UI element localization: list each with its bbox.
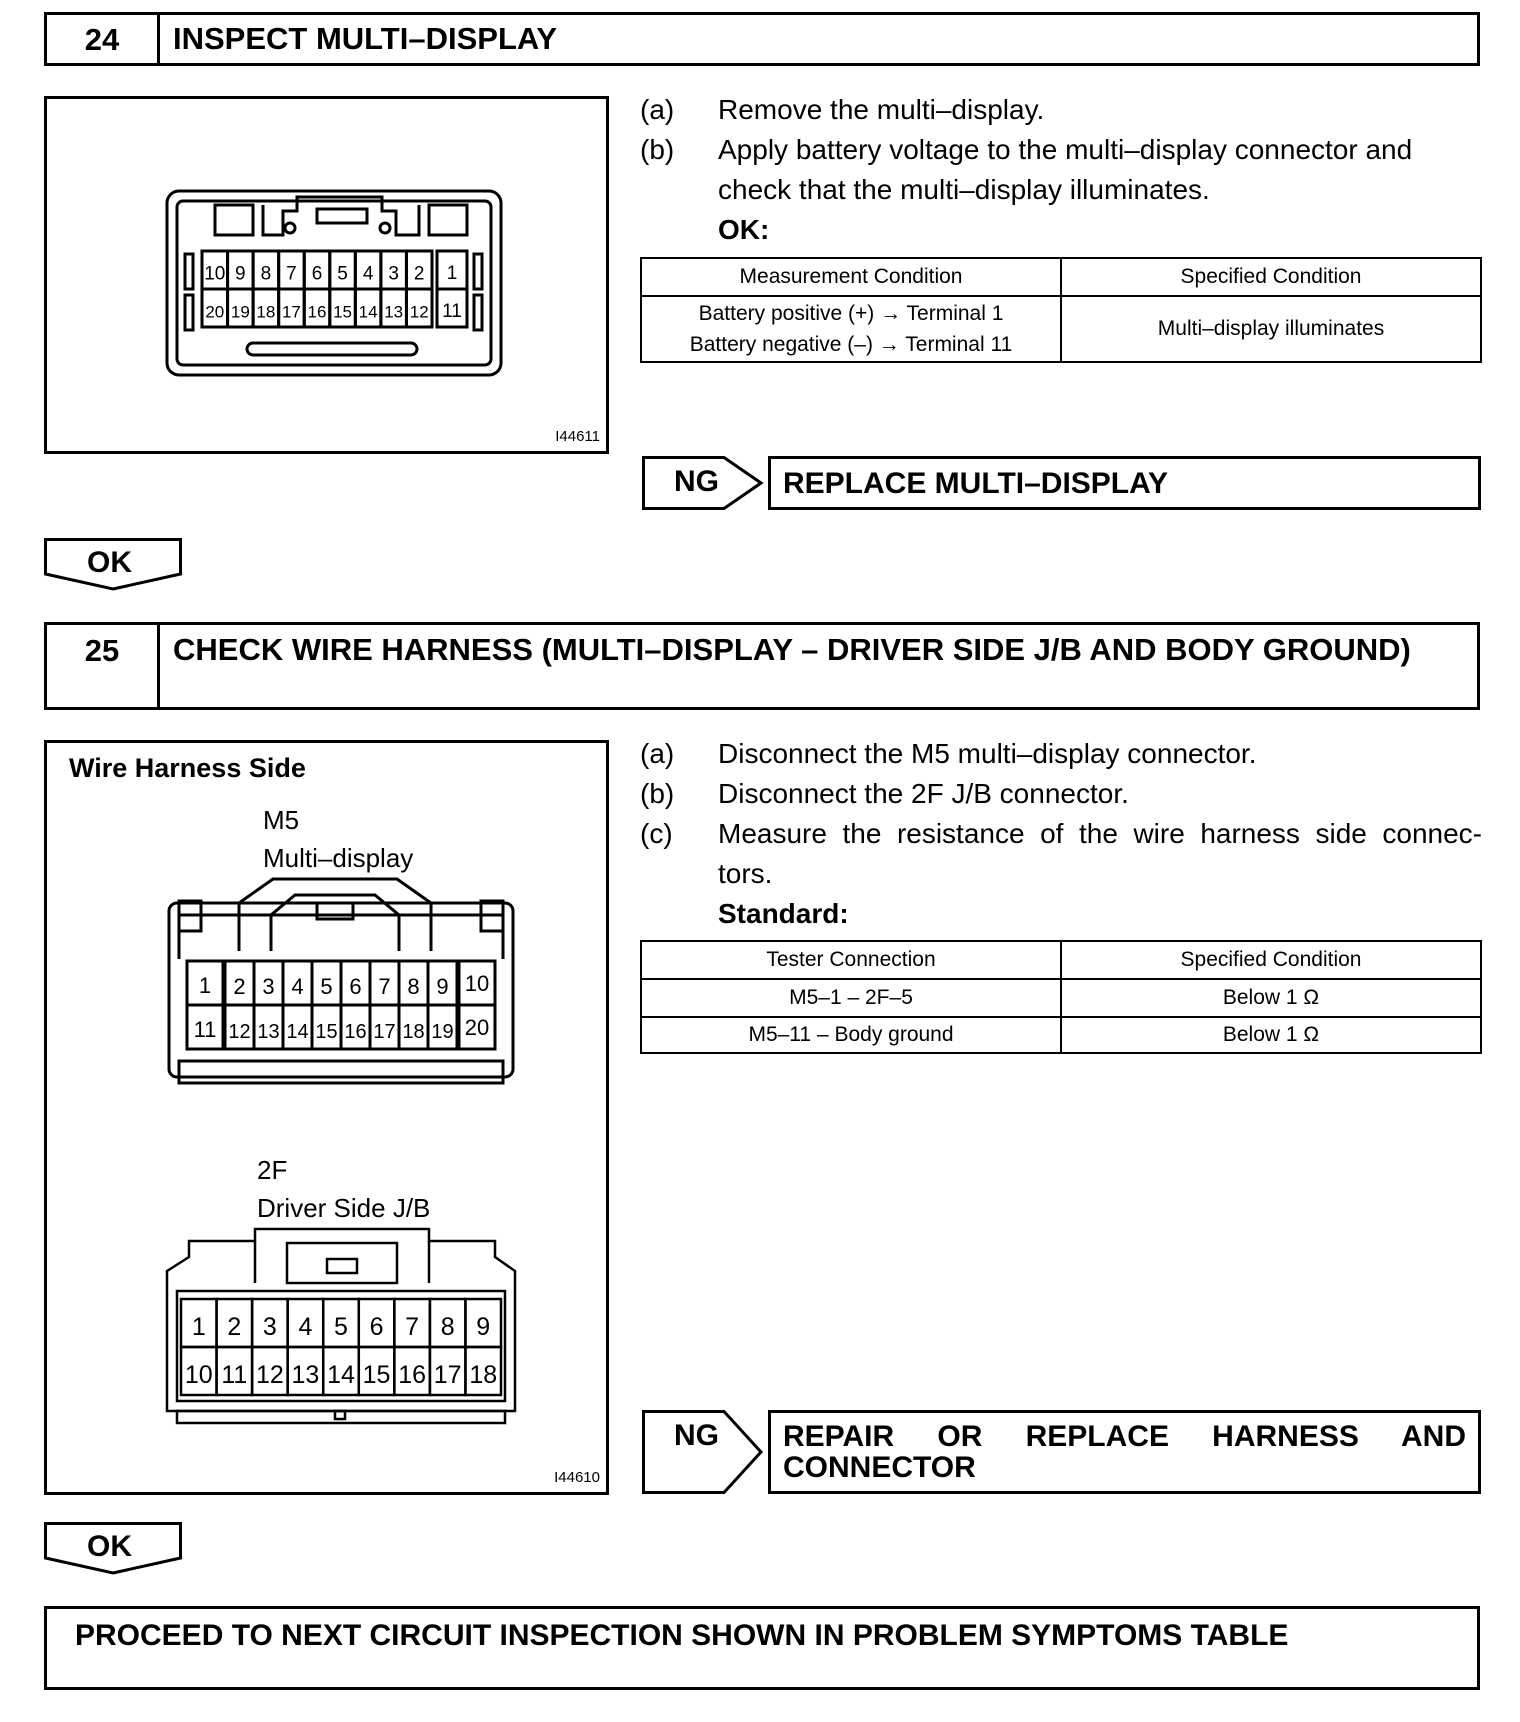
pin-number: 12	[228, 1021, 251, 1043]
pin-number: 17	[433, 1361, 462, 1389]
table-header: Specified Condition	[1061, 258, 1481, 296]
final-instruction-text: PROCEED TO NEXT CIRCUIT INSPECTION SHOWN IN PROBLEM SYMPTOMS TABLE	[75, 1619, 1289, 1652]
step-24-ng-action: REPLACE MULTI–DISPLAY	[768, 456, 1481, 510]
instruction-label: (a)	[640, 94, 675, 125]
pin-number: 16	[344, 1021, 367, 1043]
pin-number: 7	[378, 974, 391, 999]
pin-number: 6	[311, 263, 323, 285]
pin-number: 19	[230, 302, 250, 322]
condition-line: Battery negative (–) → Terminal 11	[689, 333, 1013, 356]
jb-connector-code: 2F	[257, 1155, 288, 1185]
step-25-ng-button[interactable]	[642, 1410, 764, 1494]
table-header: Specified Condition	[1061, 941, 1481, 979]
pin-number: 1	[446, 263, 458, 284]
pin-number: 9	[235, 263, 246, 285]
pin-number: 14	[327, 1361, 355, 1389]
side-rib	[185, 295, 193, 330]
guide-hole	[285, 223, 295, 233]
step-24-ng-button[interactable]	[642, 456, 764, 510]
pin-number: 13	[257, 1021, 280, 1043]
pin-number: 18	[469, 1361, 498, 1389]
instruction-text: Disconnect the M5 multi–display connector.	[718, 738, 1257, 769]
pin-number: 12	[255, 1361, 284, 1389]
lock-tab	[429, 205, 467, 235]
pin-number: 10	[204, 263, 226, 285]
instruction-label: (b)	[640, 134, 675, 165]
wire-harness-connector-diagram	[47, 743, 606, 1492]
result-label: OK:	[718, 214, 770, 245]
lock-tab	[215, 205, 253, 235]
pin-number: 9	[436, 974, 449, 999]
guide-hole	[380, 223, 390, 233]
housing-base	[177, 1411, 505, 1423]
instruction-a	[640, 734, 1482, 774]
table-row	[641, 296, 1481, 362]
step-25-spec-table	[640, 940, 1482, 1054]
instruction-a	[640, 90, 1482, 130]
pin-number: 18	[402, 1021, 425, 1043]
pin-number: 1	[198, 973, 212, 998]
pin-number: 13	[291, 1361, 320, 1389]
ok-label: OK	[87, 1530, 132, 1563]
pin-number: 6	[349, 974, 362, 999]
latch-slot	[317, 903, 353, 919]
latch-block	[287, 1243, 397, 1283]
pin-number: 8	[407, 974, 420, 999]
m5-connector-code: M5	[263, 805, 300, 835]
tester-connection: M5–1 – 2F–5	[641, 979, 1061, 1017]
measurement-condition	[641, 296, 1061, 362]
step-number: 25	[47, 625, 160, 707]
pin-number: 16	[398, 1361, 427, 1389]
side-rib	[474, 295, 482, 330]
pin-number: 4	[298, 1313, 313, 1341]
pin-number: 7	[405, 1313, 420, 1341]
instruction-b	[640, 130, 1482, 210]
step-24-spec-table	[640, 257, 1482, 363]
key-notch	[335, 1411, 345, 1419]
pin-number: 17	[373, 1021, 396, 1043]
housing-inner-top	[179, 915, 503, 959]
pin-number: 16	[307, 302, 327, 322]
condition-line: Battery positive (+) → Terminal 1	[698, 302, 1004, 325]
pin-number: 20	[464, 1015, 490, 1040]
instruction-text: Apply battery voltage to the multi–display connector and check that the multi–display illuminates.	[718, 134, 1413, 205]
ok-label: OK	[87, 546, 132, 579]
latch-slot	[317, 209, 367, 223]
tester-connection: M5–11 – Body ground	[641, 1017, 1061, 1053]
step-25-header	[44, 622, 1480, 710]
pin-number: 4	[291, 974, 304, 999]
pin-number: 13	[384, 302, 404, 322]
latch-walls	[255, 1241, 429, 1283]
pin-number: 6	[369, 1313, 384, 1341]
jb-connector-name: Driver Side J/B	[257, 1193, 431, 1223]
instruction-b	[640, 774, 1482, 814]
side-rib	[185, 254, 193, 289]
pin-number: 2	[227, 1313, 242, 1341]
instruction-label: (b)	[640, 778, 675, 809]
table-row	[641, 1017, 1481, 1053]
pin-number: 5	[334, 1313, 348, 1341]
figure-id: I44610	[554, 1469, 600, 1486]
pin-number: 8	[260, 263, 272, 285]
pin-number: 11	[221, 1361, 248, 1389]
pin-number: 9	[476, 1313, 491, 1341]
pin-number: 12	[409, 302, 429, 322]
instruction-text: Remove the multi–display.	[718, 94, 1045, 125]
instruction-text: Disconnect the 2F J/B connector.	[718, 778, 1129, 809]
ng-label: NG	[674, 465, 719, 498]
final-instruction-box	[44, 1606, 1480, 1690]
step-25-ng-action: REPAIR OR REPLACE HARNESS AND CONNECTOR	[768, 1410, 1481, 1494]
pin-number: 17	[281, 302, 301, 322]
pin-number: 4	[362, 263, 374, 285]
side-rib	[474, 254, 482, 289]
pin-number: 10	[184, 1361, 213, 1389]
table-header: Tester Connection	[641, 941, 1061, 979]
step-24-ok-button[interactable]	[44, 538, 182, 591]
pin-number: 11	[193, 1017, 217, 1042]
lock-bar	[247, 343, 417, 355]
pin-number: 7	[286, 263, 297, 285]
pin-number: 2	[413, 263, 425, 285]
pin-number: 8	[440, 1313, 455, 1341]
step-24-header	[44, 12, 1480, 66]
housing-base	[179, 1061, 503, 1083]
table-header: Measurement Condition	[641, 258, 1061, 296]
figure-id: I44611	[555, 428, 600, 445]
specified-condition: Below 1 Ω	[1061, 979, 1481, 1017]
specified-condition: Below 1 Ω	[1061, 1017, 1481, 1053]
pin-number: 15	[315, 1021, 338, 1043]
pin-number: 5	[337, 263, 348, 285]
instruction-label: (a)	[640, 738, 675, 769]
pin-number: 11	[442, 301, 462, 322]
instruction-label: (c)	[640, 818, 673, 849]
step-24-instructions	[640, 90, 1482, 250]
pin-number: 1	[191, 1313, 206, 1341]
step-title: CHECK WIRE HARNESS (MULTI–DISPLAY – DRIVER SIDE J/B AND BODY GROUND)	[173, 632, 1411, 667]
pin-number: 20	[205, 302, 225, 322]
step-title: INSPECT MULTI–DISPLAY	[173, 21, 558, 56]
specified-condition: Multi–display illuminates	[1061, 296, 1481, 362]
m5-connector-name: Multi–display	[263, 843, 414, 873]
latch-slot	[327, 1259, 357, 1273]
pin-number: 2	[233, 974, 246, 999]
step-25-instructions	[640, 734, 1482, 934]
pin-number: 5	[320, 974, 333, 999]
pin-number: 15	[362, 1361, 391, 1389]
pin-number: 3	[262, 1313, 277, 1341]
pin-number: 3	[262, 974, 275, 999]
step-25-figure	[44, 740, 609, 1495]
step-24-figure	[44, 96, 609, 454]
pin-number: 14	[286, 1021, 309, 1043]
multi-display-connector-diagram	[47, 99, 606, 451]
step-number: 24	[47, 15, 160, 63]
pin-number: 14	[358, 302, 378, 322]
pin-number: 18	[256, 302, 276, 322]
result-label: Standard:	[718, 898, 849, 929]
figure-heading: Wire Harness Side	[69, 753, 306, 783]
table-row	[641, 979, 1481, 1017]
pin-number: 10	[464, 971, 490, 996]
ng-label: NG	[674, 1419, 719, 1452]
instruction-text: Measure the resistance of the wire harness side connec- tors.	[718, 818, 1482, 889]
pin-number: 3	[388, 263, 399, 285]
pin-number: 19	[431, 1021, 454, 1043]
pin-number: 15	[333, 302, 353, 322]
instruction-c	[640, 814, 1482, 894]
step-25-ok-button[interactable]	[44, 1522, 182, 1575]
